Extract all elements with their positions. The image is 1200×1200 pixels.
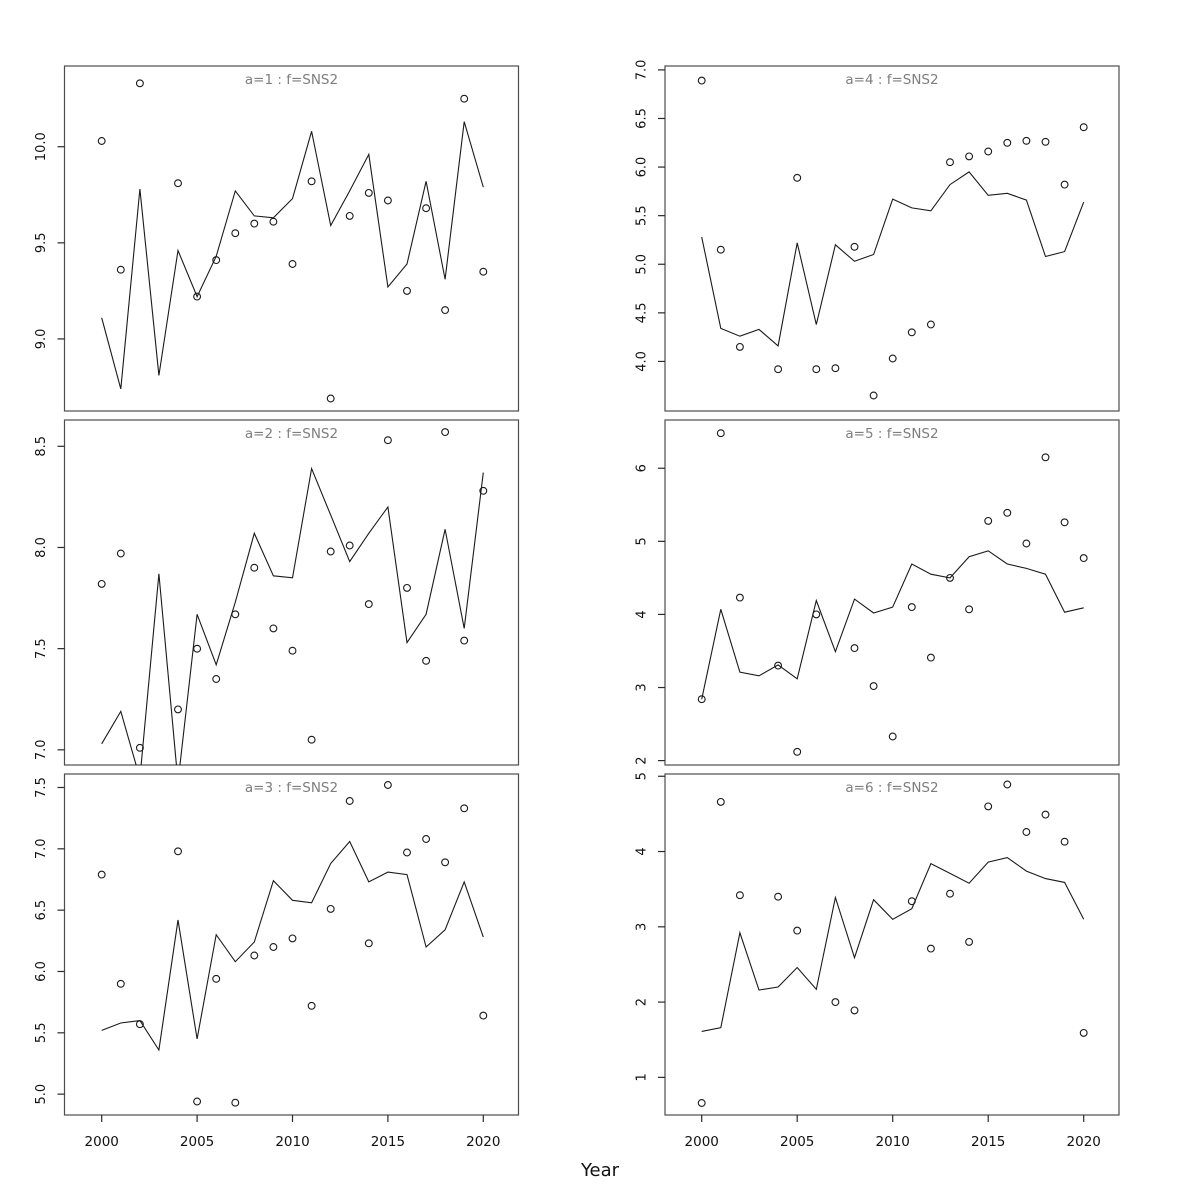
trend-line — [102, 122, 484, 389]
data-point — [928, 321, 935, 328]
data-point — [737, 892, 744, 899]
data-point — [480, 1012, 487, 1019]
y-tick-label: 2 — [634, 997, 650, 1007]
data-point — [213, 676, 220, 683]
panel-title: a=3 : f=SNS2 — [244, 780, 339, 796]
data-point — [117, 550, 124, 557]
data-point — [794, 927, 801, 934]
trend-line — [702, 172, 1084, 346]
data-point — [851, 243, 858, 250]
x-tick-label: 2005 — [780, 1134, 815, 1150]
data-point — [327, 548, 334, 555]
data-point — [346, 213, 353, 220]
data-point — [1023, 137, 1030, 144]
data-point — [851, 1007, 858, 1014]
data-point — [1004, 509, 1011, 516]
data-point — [137, 80, 144, 87]
data-point — [232, 1099, 239, 1106]
panel-title: a=2 : f=SNS2 — [244, 426, 339, 442]
data-point — [365, 940, 372, 947]
data-point — [698, 77, 705, 84]
data-point — [1080, 555, 1087, 562]
data-point — [717, 430, 724, 437]
y-tick-label: 6 — [634, 464, 650, 473]
data-point — [423, 205, 430, 212]
data-point — [1061, 519, 1068, 526]
data-point — [423, 657, 430, 664]
data-point — [813, 611, 820, 618]
data-point — [717, 799, 724, 806]
data-point — [346, 542, 353, 549]
data-point — [737, 594, 744, 601]
panel-a3 — [34, 774, 519, 1150]
data-point — [985, 803, 992, 810]
data-point — [327, 395, 334, 402]
data-point — [832, 365, 839, 372]
data-point — [442, 859, 449, 866]
data-point — [308, 1002, 315, 1009]
data-point — [194, 645, 201, 652]
y-tick-label: 6.5 — [634, 108, 650, 129]
panel-title: a=6 : f=SNS2 — [845, 780, 939, 796]
data-point — [794, 748, 801, 755]
y-tick-label: 5.5 — [34, 1022, 49, 1044]
panel-frame — [65, 774, 519, 1115]
data-point — [775, 662, 782, 669]
data-point — [232, 230, 239, 237]
data-point — [194, 1098, 201, 1105]
data-point — [908, 604, 915, 611]
y-tick-label: 7.5 — [34, 638, 49, 659]
data-point — [251, 220, 258, 227]
y-tick-label: 6.0 — [634, 156, 650, 178]
y-tick-label: 10.0 — [34, 132, 49, 162]
x-tick-label: 2000 — [684, 1134, 719, 1150]
data-point — [947, 159, 954, 166]
y-tick-label: 5.0 — [634, 253, 650, 275]
data-point — [717, 246, 724, 253]
data-point — [928, 945, 935, 952]
data-point — [966, 153, 973, 160]
y-tick-label: 8.5 — [34, 435, 49, 457]
data-point — [308, 178, 315, 185]
data-point — [698, 1100, 705, 1107]
data-point — [889, 733, 896, 740]
data-point — [289, 935, 296, 942]
data-point — [966, 606, 973, 613]
panel-a1 — [34, 66, 519, 411]
data-point — [1080, 124, 1087, 131]
data-point — [175, 848, 182, 855]
data-point — [1023, 829, 1030, 836]
y-tick-label: 5 — [634, 537, 650, 546]
data-point — [870, 683, 877, 690]
data-point — [365, 601, 372, 608]
data-point — [813, 366, 820, 373]
data-point — [289, 261, 296, 268]
panel-a4 — [635, 60, 1120, 411]
data-point — [385, 437, 392, 444]
y-tick-label: 5.5 — [634, 205, 650, 227]
panel-frame — [665, 774, 1119, 1115]
data-point — [365, 190, 372, 197]
y-tick-label: 7.0 — [634, 59, 650, 81]
x-tick-label: 2005 — [179, 1134, 215, 1150]
y-tick-label: 6.5 — [34, 899, 49, 921]
y-tick-label: 1 — [634, 1073, 650, 1082]
data-point — [251, 564, 258, 571]
data-point — [175, 180, 182, 187]
data-point — [251, 952, 258, 959]
data-point — [423, 836, 430, 843]
data-point — [1004, 139, 1011, 146]
y-tick-label: 4 — [634, 847, 650, 856]
data-point — [270, 625, 277, 632]
data-point — [870, 392, 877, 399]
data-point — [117, 980, 124, 987]
data-point — [98, 138, 105, 145]
data-point — [966, 939, 973, 946]
data-point — [404, 288, 411, 295]
x-tick-label: 2020 — [1066, 1134, 1101, 1150]
x-tick-label: 2015 — [370, 1134, 406, 1150]
data-point — [98, 871, 105, 878]
y-tick-label: 4 — [634, 610, 650, 619]
data-point — [908, 329, 915, 336]
x-tick-label: 2010 — [275, 1134, 310, 1150]
data-point — [775, 893, 782, 900]
panel-a5 — [635, 420, 1120, 765]
data-point — [908, 898, 915, 905]
data-point — [461, 805, 468, 812]
data-point — [1023, 540, 1030, 547]
data-point — [947, 890, 954, 897]
x-tick-label: 2015 — [971, 1134, 1006, 1150]
data-point — [213, 975, 220, 982]
data-point — [98, 581, 105, 588]
data-point — [1004, 781, 1011, 788]
data-point — [385, 197, 392, 204]
data-point — [461, 637, 468, 644]
data-point — [1042, 454, 1049, 461]
data-point — [985, 518, 992, 525]
trend-line — [702, 858, 1084, 1032]
trend-line — [102, 469, 484, 783]
data-point — [851, 645, 858, 652]
panels-group — [34, 60, 1119, 1150]
y-tick-label: 5.0 — [34, 1083, 49, 1105]
y-tick-label: 3 — [634, 683, 650, 692]
data-point — [327, 906, 334, 913]
data-point — [308, 736, 315, 743]
data-point — [775, 366, 782, 373]
data-point — [385, 782, 392, 789]
x-tick-label: 2010 — [875, 1134, 910, 1150]
x-axis-title: Year — [580, 1160, 620, 1181]
data-point — [117, 266, 124, 273]
data-point — [175, 706, 182, 713]
data-point — [1042, 138, 1049, 145]
data-point — [346, 798, 353, 805]
y-tick-label: 4.0 — [634, 351, 650, 372]
data-point — [232, 611, 239, 618]
data-point — [794, 174, 801, 181]
data-point — [1061, 838, 1068, 845]
y-tick-label: 9.5 — [34, 232, 49, 254]
panel-a2 — [34, 420, 519, 782]
data-point — [1080, 1030, 1087, 1037]
panel-title: a=4 : f=SNS2 — [845, 72, 939, 88]
y-tick-label: 7.5 — [34, 777, 49, 798]
panel-frame — [665, 66, 1119, 411]
data-point — [1042, 811, 1049, 818]
y-tick-label: 5 — [634, 772, 650, 781]
data-point — [1061, 181, 1068, 188]
data-point — [737, 344, 744, 351]
data-point — [442, 429, 449, 436]
data-point — [480, 268, 487, 275]
data-point — [832, 999, 839, 1006]
panel-frame — [665, 420, 1119, 765]
data-point — [270, 218, 277, 225]
data-point — [889, 355, 896, 362]
y-tick-label: 4.5 — [634, 302, 650, 324]
panel-a6 — [635, 772, 1120, 1150]
data-point — [404, 585, 411, 592]
data-point — [442, 307, 449, 314]
trend-line — [702, 551, 1084, 699]
data-point — [270, 944, 277, 951]
y-tick-label: 7.0 — [34, 739, 49, 761]
trend-line — [102, 842, 484, 1051]
y-tick-label: 7.0 — [34, 838, 49, 860]
x-tick-label: 2020 — [466, 1134, 501, 1150]
panel-title: a=5 : f=SNS2 — [845, 426, 939, 442]
y-tick-label: 9.0 — [34, 328, 49, 350]
data-point — [461, 95, 468, 102]
y-tick-label: 3 — [634, 922, 650, 931]
panel-frame — [65, 420, 519, 765]
data-point — [404, 849, 411, 856]
y-tick-label: 8.0 — [34, 537, 49, 558]
y-tick-label: 2 — [634, 756, 650, 765]
panel-title: a=1 : f=SNS2 — [244, 72, 339, 88]
data-point — [985, 148, 992, 155]
x-tick-label: 2000 — [84, 1134, 119, 1150]
data-point — [289, 647, 296, 654]
data-point — [928, 654, 935, 661]
y-tick-label: 6.0 — [34, 961, 49, 982]
